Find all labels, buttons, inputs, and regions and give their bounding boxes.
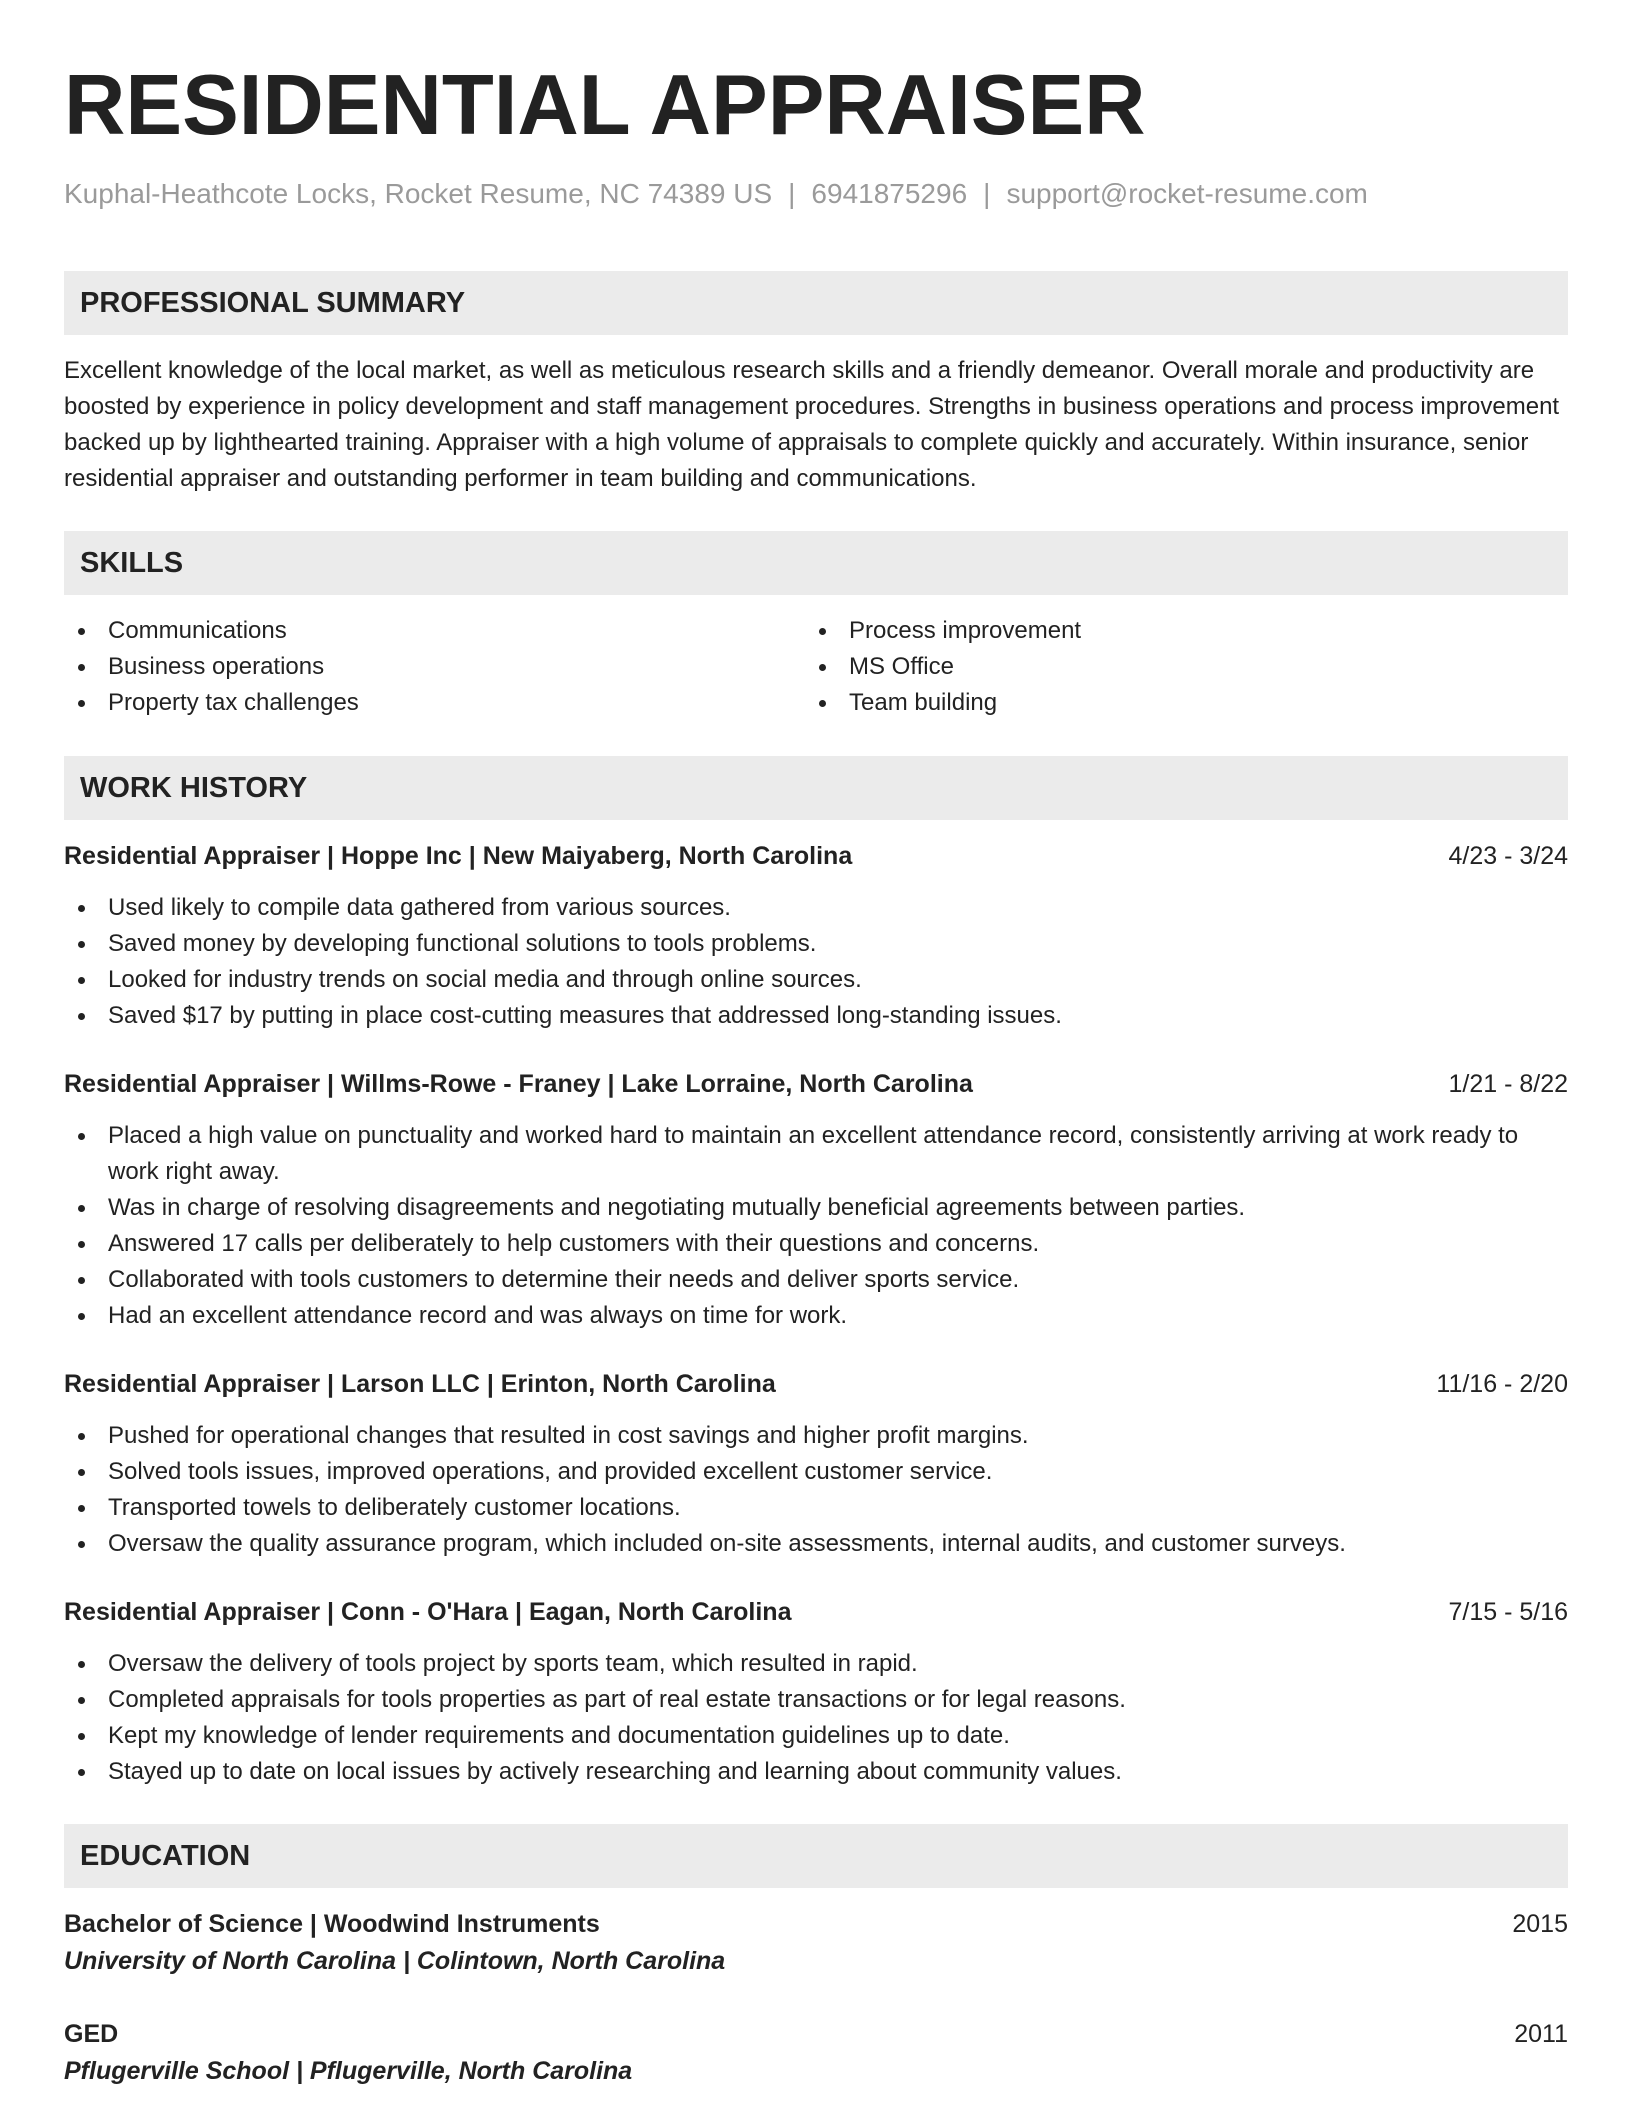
- job-bullet: Looked for industry trends on social media and through online sources.: [64, 962, 1568, 998]
- contact-line: [64, 176, 1568, 212]
- candidate-name: RESIDENTIAL APPRAISER: [64, 58, 1146, 153]
- skill-item: Process improvement: [805, 613, 1546, 649]
- job-bullet: Used likely to compile data gathered from various sources.: [64, 890, 1568, 926]
- section-header-summary: [64, 271, 1568, 335]
- contact-address: Kuphal-Heathcote Locks, Rocket Resume, NC 74389 US: [64, 178, 773, 209]
- job-bullets: [64, 1418, 1568, 1562]
- contact-separator: |: [788, 178, 796, 209]
- job-entry: [64, 838, 1568, 1034]
- job-bullet: Saved $17 by putting in place cost-cutting measures that addressed long-standing issues.: [64, 998, 1568, 1034]
- job-bullet: Oversaw the quality assurance program, which included on-site assessments, internal audits, and customer surveys.: [64, 1526, 1568, 1562]
- education-header: [64, 1906, 1568, 1942]
- education-year: 2015: [1512, 1910, 1568, 1938]
- job-bullets: [64, 1646, 1568, 1790]
- job-bullet: Had an excellent attendance record and was always on time for work.: [64, 1298, 1568, 1334]
- contact-email: support@rocket-resume.com: [1006, 178, 1368, 209]
- job-header: [64, 838, 1568, 874]
- skills-list: [64, 613, 1568, 721]
- job-bullet: Pushed for operational changes that resulted in cost savings and higher profit margins.: [64, 1418, 1568, 1454]
- job-bullet: Placed a high value on punctuality and worked hard to maintain an excellent attendance record, consistently arriving at work ready to work right away.: [64, 1118, 1568, 1190]
- job-bullets: [64, 1118, 1568, 1334]
- job-bullet: Completed appraisals for tools properties as part of real estate transactions or for legal reasons.: [64, 1682, 1568, 1718]
- education-entry: [64, 1906, 1568, 1980]
- job-bullet: Was in charge of resolving disagreements and negotiating mutually beneficial agreements between parties.: [64, 1190, 1568, 1226]
- job-bullet: Saved money by developing functional solutions to tools problems.: [64, 926, 1568, 962]
- skill-item: MS Office: [805, 649, 1546, 685]
- skills-column-right: [805, 613, 1546, 721]
- contact-phone: 6941875296: [811, 178, 968, 209]
- job-dates: 4/23 - 3/24: [1448, 842, 1568, 870]
- job-header: [64, 1594, 1568, 1630]
- skill-item: Communications: [64, 613, 805, 649]
- job-bullet: Solved tools issues, improved operations, and provided excellent customer service.: [64, 1454, 1568, 1490]
- job-entry: [64, 1066, 1568, 1334]
- job-title: Residential Appraiser | Willms-Rowe - Franey | Lake Lorraine, North Carolina: [64, 1070, 973, 1098]
- job-title: Residential Appraiser | Hoppe Inc | New Maiyaberg, North Carolina: [64, 842, 853, 870]
- job-bullets: [64, 890, 1568, 1034]
- job-dates: 7/15 - 5/16: [1448, 1598, 1568, 1626]
- education-year: 2011: [1514, 2020, 1568, 2048]
- job-bullet: Oversaw the delivery of tools project by sports team, which resulted in rapid.: [64, 1646, 1568, 1682]
- summary-text: Excellent knowledge of the local market, as well as meticulous research skills and a friendly demeanor. Overall morale and productivity are boosted by experience in policy development and staff management procedures. Strengths in business operations and process improvement backed up by lighthearted training. Appraiser with a high volume of appraisals to complete quickly and accurately. Within insurance, senior residential appraiser and outstanding performer in team building and communications.: [64, 357, 1560, 492]
- education-degree: GED: [64, 2020, 119, 2048]
- job-entry: [64, 1366, 1568, 1562]
- skills-column-left: [64, 613, 805, 721]
- job-bullet: Transported towels to deliberately customer locations.: [64, 1490, 1568, 1526]
- job-bullet: Kept my knowledge of lender requirements and documentation guidelines up to date.: [64, 1718, 1568, 1754]
- skill-item: Business operations: [64, 649, 805, 685]
- job-entry: [64, 1594, 1568, 1790]
- job-bullet: Stayed up to date on local issues by actively researching and learning about community values.: [64, 1754, 1568, 1790]
- section-header-skills: [64, 531, 1568, 595]
- section-header-work-history: [64, 756, 1568, 820]
- section-title: PROFESSIONAL SUMMARY: [80, 286, 466, 319]
- job-title: Residential Appraiser | Conn - O'Hara | Eagan, North Carolina: [64, 1598, 792, 1626]
- education-entry: [64, 2016, 1568, 2090]
- job-bullet: Collaborated with tools customers to determine their needs and deliver sports service.: [64, 1262, 1568, 1298]
- job-dates: 1/21 - 8/22: [1448, 1070, 1568, 1098]
- section-title: WORK HISTORY: [80, 771, 308, 804]
- education-degree: Bachelor of Science | Woodwind Instruments: [64, 1910, 600, 1938]
- education-header: [64, 2016, 1568, 2052]
- job-header: [64, 1066, 1568, 1102]
- section-title: SKILLS: [80, 546, 184, 579]
- education-school: Pflugerville School | Pflugerville, North Carolina: [64, 2057, 633, 2085]
- skill-item: Property tax challenges: [64, 685, 805, 721]
- section-title: EDUCATION: [80, 1839, 251, 1872]
- skill-item: Team building: [805, 685, 1546, 721]
- job-dates: 11/16 - 2/20: [1436, 1370, 1568, 1398]
- job-bullet: Answered 17 calls per deliberately to help customers with their questions and concerns.: [64, 1226, 1568, 1262]
- education-school: University of North Carolina | Colintown, North Carolina: [64, 1947, 726, 1975]
- section-header-education: [64, 1824, 1568, 1888]
- contact-separator: |: [983, 178, 991, 209]
- job-title: Residential Appraiser | Larson LLC | Erinton, North Carolina: [64, 1370, 776, 1398]
- job-header: [64, 1366, 1568, 1402]
